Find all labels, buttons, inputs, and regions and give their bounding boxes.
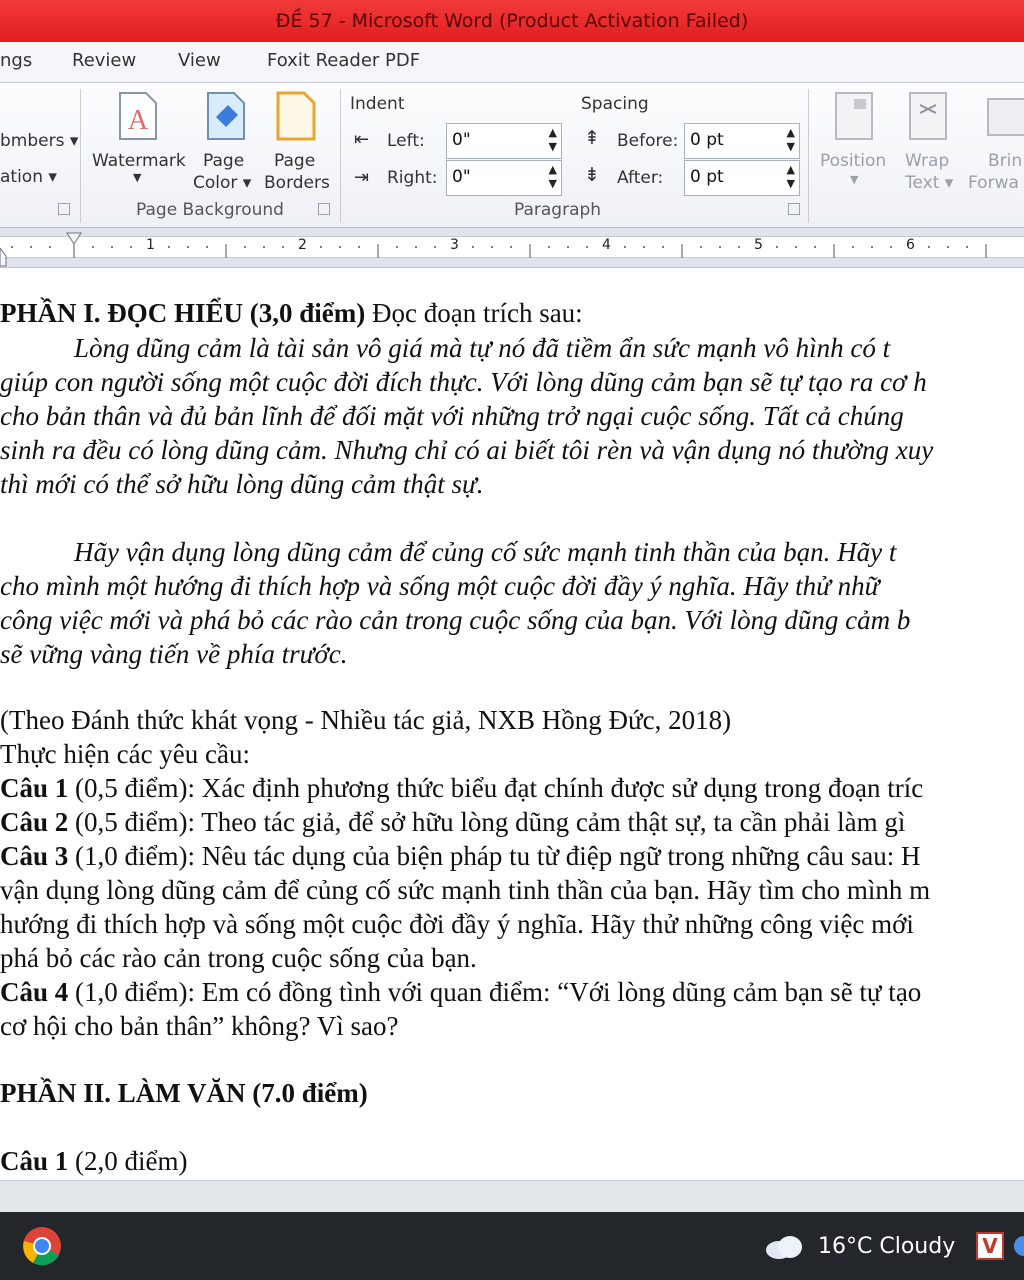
passage-line: sinh ra đều có lòng dũng cảm. Nhưng chỉ có ai biết tôi rèn và vận dụng nó thường xuy xyxy=(0,435,934,465)
spacing-before-input[interactable]: 0 pt ▲ ▼ xyxy=(684,123,800,159)
v-app-icon[interactable]: V xyxy=(976,1232,1004,1260)
svg-text:A: A xyxy=(127,105,149,136)
chevron-down-icon: ▼ xyxy=(133,171,142,184)
page-setup-launcher-icon[interactable] xyxy=(58,203,70,215)
ruler-number: 5 xyxy=(754,237,763,253)
tab-review[interactable]: Review xyxy=(72,50,137,71)
document-page[interactable] xyxy=(0,268,1024,1180)
question-3: Câu 3 (1,0 điểm): Nêu tác dụng của biện pháp tu từ điệp ngữ trong những câu sau: H xyxy=(0,841,921,871)
indent-right-label: Right: xyxy=(387,168,438,188)
page-background-group-label: Page Background xyxy=(136,200,284,220)
horizontal-ruler[interactable] xyxy=(0,228,1024,268)
indent-right-icon: ⇥ xyxy=(354,167,370,188)
part2-question-1: Câu 1 (2,0 điểm) xyxy=(0,1146,188,1176)
ruler-number: 2 xyxy=(298,237,307,253)
part2-heading: PHẦN II. LÀM VĂN (7.0 điểm) xyxy=(0,1078,368,1108)
ribbon: bmbers ▾ ation ▾ A Watermark ▼ Page Color ▾ Page Borders Page Background Indent ⇤ Left: 0" ▲ ▼ ⇥ Right: 0" ▲ ▼ Spacing ⇞ Before: 0 pt ▲ ▼ ⇟ After: 0 pt ▲ ▼ Paragraph Position ▼ Wrap Text ▾ Brin Forwa xyxy=(0,82,1024,228)
page-color-icon xyxy=(206,91,246,141)
ribbon-tabs xyxy=(0,42,1024,82)
first-line-indent-marker-icon[interactable] xyxy=(66,232,82,248)
indent-label: Indent xyxy=(350,94,405,114)
weather-text[interactable]: 16°C Cloudy xyxy=(818,1234,956,1259)
paragraph-group-label: Paragraph xyxy=(514,200,602,220)
passage-line: cho bản thân và đủ bản lĩnh để đối mặt với những trở ngại cuộc sống. Tất cả chúng xyxy=(0,401,904,431)
indent-left-input[interactable]: 0" ▲ ▼ xyxy=(446,123,562,159)
left-indent-marker-icon[interactable] xyxy=(0,248,10,268)
group-separator xyxy=(80,89,81,223)
ruler-number: 4 xyxy=(602,237,611,253)
passage-line: sẽ vững vàng tiến về phía trước. xyxy=(0,639,348,669)
paragraph-launcher-icon[interactable] xyxy=(788,203,800,215)
question-4: Câu 4 (1,0 điểm): Em có đồng tình với quan điểm: “Với lòng dũng cảm bạn sẽ tự tạo xyxy=(0,977,922,1007)
spinner-arrows-icon[interactable]: ▲ ▼ xyxy=(548,163,557,190)
indent-right-input[interactable]: 0" ▲ ▼ xyxy=(446,160,562,196)
spacing-label: Spacing xyxy=(581,94,649,114)
spacing-after-icon: ⇟ xyxy=(584,164,600,186)
question-1: Câu 1 (0,5 điểm): Xác định phương thức biểu đạt chính được sử dụng trong đoạn tríc xyxy=(0,773,924,803)
tab-foxit-reader-pdf[interactable]: Foxit Reader PDF xyxy=(267,50,421,71)
page-borders-icon xyxy=(276,91,316,141)
partial-app-icon[interactable] xyxy=(1012,1234,1024,1258)
spinner-arrows-icon[interactable]: ▲ ▼ xyxy=(786,163,795,190)
ruler-number: 6 xyxy=(906,237,915,253)
passage-line: thì mới có thể sở hữu lòng dũng cảm thật sự. xyxy=(0,469,484,499)
chevron-down-icon: ▼ xyxy=(850,173,859,186)
group-separator xyxy=(808,89,809,223)
spinner-arrows-icon[interactable]: ▲ ▼ xyxy=(786,126,795,153)
tab-view[interactable]: View xyxy=(178,50,221,71)
ruler-number: 1 xyxy=(146,237,155,253)
taskbar xyxy=(0,1212,1024,1280)
status-area xyxy=(0,1180,1024,1212)
question-3-line: vận dụng lòng dũng cảm để củng cố sức mạnh tinh thần của bạn. Hãy tìm cho mình m xyxy=(0,875,931,905)
spacing-before-label: Before: xyxy=(617,131,679,151)
bring-forward-icon xyxy=(986,91,1024,141)
title-bar xyxy=(0,0,1024,42)
spinner-arrows-icon[interactable]: ▲ ▼ xyxy=(548,126,557,153)
chrome-icon[interactable] xyxy=(22,1226,62,1266)
cloud-icon[interactable] xyxy=(764,1234,804,1260)
indent-left-icon: ⇤ xyxy=(354,129,370,150)
question-3-line: phá bỏ các rào cản trong cuộc sống của bạn. xyxy=(0,943,477,973)
tab-mailings[interactable]: ngs xyxy=(0,50,33,71)
passage-line: Hãy vận dụng lòng dũng cảm để củng cố sức mạnh tinh thần của bạn. Hãy t xyxy=(74,537,897,567)
group-separator xyxy=(340,89,341,223)
line-numbers-button[interactable]: bmbers ▾ xyxy=(0,131,79,151)
watermark-icon xyxy=(118,91,158,141)
source-citation: (Theo Đánh thức khát vọng - Nhiều tác giả, NXB Hồng Đức, 2018) xyxy=(0,705,732,735)
position-icon xyxy=(834,91,874,141)
spacing-before-icon: ⇞ xyxy=(584,127,600,149)
spacing-after-input[interactable]: 0 pt ▲ ▼ xyxy=(684,160,800,196)
indent-left-label: Left: xyxy=(387,131,425,151)
passage-line: Lòng dũng cảm là tài sản vô giá mà tự nó đã tiềm ẩn sức mạnh vô hình có t xyxy=(74,333,891,363)
page-background-launcher-icon[interactable] xyxy=(318,203,330,215)
passage-line: cho mình một hướng đi thích hợp và sống một cuộc đời đầy ý nghĩa. Hãy thử nhữ xyxy=(0,571,880,601)
question-2: Câu 2 (0,5 điểm): Theo tác giả, để sở hữu lòng dũng cảm thật sự, ta cần phải làm gì xyxy=(0,807,906,837)
passage-line: công việc mới và phá bỏ các rào cản trong cuộc sống của bạn. Với lòng dũng cảm b xyxy=(0,605,911,635)
spacing-after-label: After: xyxy=(617,168,664,188)
instructions: Thực hiện các yêu cầu: xyxy=(0,739,251,769)
ruler-number: 3 xyxy=(450,237,459,253)
wrap-text-icon xyxy=(908,91,948,141)
passage-line: giúp con người sống một cuộc đời đích thực. Với lòng dũng cảm bạn sẽ tự tạo ra cơ h xyxy=(0,367,927,397)
hyphenation-button[interactable]: ation ▾ xyxy=(0,167,57,187)
window-title: ĐỀ 57 - Microsoft Word (Product Activation Failed) xyxy=(275,10,749,32)
question-4-line: cơ hội cho bản thân” không? Vì sao? xyxy=(0,1011,399,1041)
question-3-line: hướng đi thích hợp và sống một cuộc đời đầy ý nghĩa. Hãy thử những công việc mới xyxy=(0,909,914,939)
part1-heading: PHẦN I. ĐỌC HIỂU (3,0 điểm) Đọc đoạn trích sau: xyxy=(0,298,583,328)
